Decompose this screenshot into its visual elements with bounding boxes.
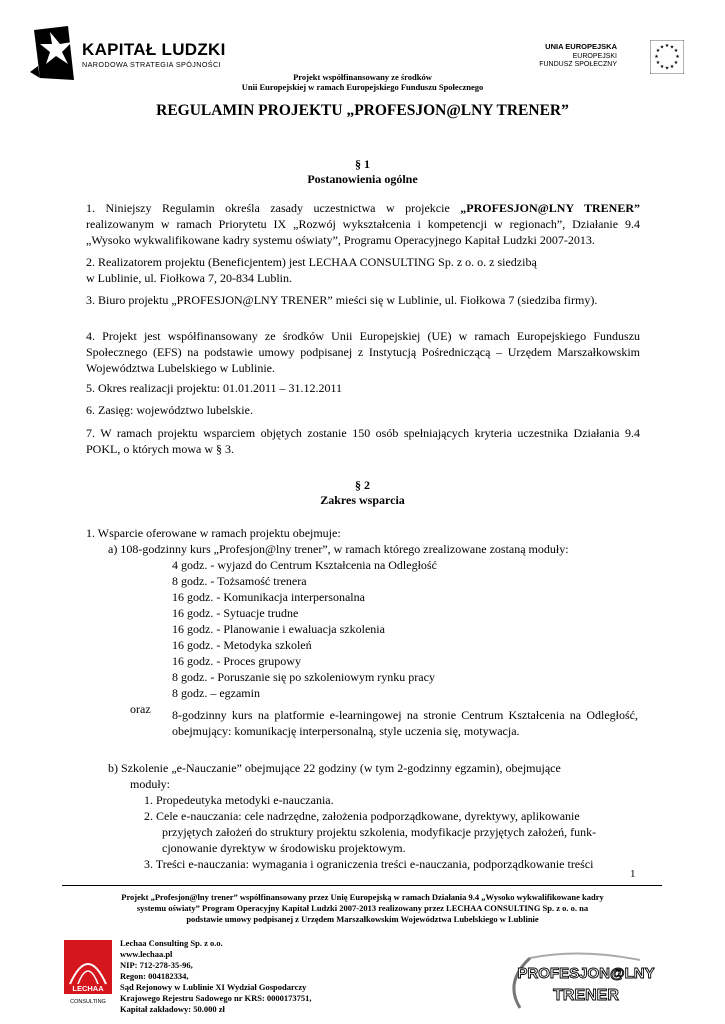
section1-number: § 1	[355, 157, 370, 171]
module-list	[172, 557, 437, 701]
s2-sub-3: 3. Treści e-nauczania: wymagania i ograniczenia treści e-nauczania, podporządkowanie treści	[144, 857, 594, 871]
list-item: 16 godz. - Sytuacje trudne	[172, 606, 299, 620]
svg-text:PROFESJON@LNY: PROFESJON@LNY	[517, 965, 655, 982]
cofinancing-line1: Projekt współfinansowany ze środków	[293, 72, 432, 82]
footer-line2: systemu oświaty” Program Operacyjny Kapitał Ludzki 2007-2013 realizowany przez LECHAA CONSULTING Sp. z o. o. na	[136, 903, 589, 913]
svg-text:★: ★	[673, 48, 679, 54]
svg-text:★: ★	[669, 44, 675, 51]
list-item: 16 godz. - Komunikacja interpersonalna	[172, 590, 365, 604]
s1-paragraph-7: 7. W ramach projektu wsparciem objętych zostanie 150 osób spełniających kryteria uczestnika Działania 9.4 POKL, o których mowa w § 3.	[86, 426, 640, 456]
footer-line3: podstawie umowy podpisanej z Urzędem Marszałkowskim Województwa Lubelskiego w Lublinie	[186, 914, 539, 924]
s2-item-b-line1: b) Szkolenie „e-Nauczanie” obejmujące 22 godziny (w tym 2-godzinny egzamin), obejmujące	[108, 761, 561, 775]
ue-fund-line2: FUNDUSZ SPOŁECZNY	[539, 61, 617, 68]
svg-text:★: ★	[659, 64, 665, 70]
svg-text:★: ★	[664, 43, 670, 49]
list-item: 4 godz. - wyjazd do Centrum Kształcenia na Odległość	[172, 558, 437, 572]
s2-sub-2-line2: przyjętych założeń do struktury projektu szkolenia, modyfikacje przyjętych założeń, funk-	[162, 825, 597, 839]
svg-text:TRENER: TRENER	[553, 987, 619, 1004]
s2-sub-2-line3: cjonowanie dyrektyw w środowisku projektowym.	[162, 841, 406, 855]
list-item: 16 godz. - Planowanie i ewaluacja szkolenia	[172, 622, 385, 636]
s2-item-b-line2: moduły:	[130, 777, 171, 791]
eu-flag-icon	[650, 40, 684, 74]
svg-text:LECHAA: LECHAA	[72, 984, 104, 993]
svg-text:★: ★	[675, 54, 680, 60]
svg-text:CONSULTING: CONSULTING	[70, 999, 106, 1005]
s1-paragraph-3: 3. Biuro projektu „PROFESJON@LNY TRENER” mieści się w Lublinie, ul. Fiołkowa 7 (siedziba firmy).	[86, 293, 598, 307]
svg-text:★: ★	[654, 54, 659, 60]
s1-paragraph-6: 6. Zasięg: województwo lubelskie.	[86, 403, 253, 417]
s2-elearning: 8-godzinny kurs na platformie e-learningowej na stronie Centrum Kształcenia na Odległość, obejmujący: komunikację interpersonalną, style uczenia się, motywacja.	[172, 708, 638, 738]
section2-number: § 2	[355, 478, 370, 492]
kapital-ludzki-subtitle: NARODOWA STRATEGIA SPÓJNOŚCI	[82, 60, 221, 69]
footer-line1: Projekt „Profesjon@lny trener” współfinansowany przez Unię Europejską w ramach Działania 9.4 „Wysoko wykwalifikowane kadry	[121, 892, 604, 902]
list-item: 16 godz. - Metodyka szkoleń	[172, 638, 312, 652]
document-title: REGULAMIN PROJEKTU „PROFESJON@LNY TRENER”	[156, 102, 569, 119]
s2-item-1: 1. Wsparcie oferowane w ramach projektu obejmuje:	[86, 526, 341, 540]
lechaa-logo-icon	[64, 940, 112, 1006]
profesjonalny-trener-logo-icon	[500, 950, 660, 1014]
svg-text:★: ★	[659, 44, 665, 51]
s2-oraz: oraz	[130, 702, 151, 716]
svg-text:★: ★	[664, 65, 670, 72]
s1-paragraph-2-line1: 2. Realizatorem projektu (Beneficjentem) jest LECHAA CONSULTING Sp. z o. o. z siedzibą	[86, 255, 537, 269]
page-number: 1	[630, 868, 636, 880]
kapital-ludzki-title: KAPITAŁ LUDZKI	[82, 40, 226, 59]
svg-text:★: ★	[655, 60, 661, 66]
list-item: 8 godz. – egzamin	[172, 686, 260, 700]
svg-text:★: ★	[673, 60, 679, 66]
ue-fund-line1: EUROPEJSKI	[572, 53, 617, 60]
s1-paragraph-5: 5. Okres realizacji projektu: 01.01.2011 – 31.12.2011	[86, 381, 343, 395]
ue-name: UNIA EUROPEJSKA	[545, 42, 617, 51]
cofinancing-line2: Unii Europejskiej w ramach Europejskiego Funduszu Społecznego	[241, 82, 484, 92]
s1-paragraph-1: 1. Niniejszy Regulamin określa zasady uczestnictwa w projekcie „PROFESJON@LNY TRENER” realizowanym w ramach Priorytetu IX „Rozwój wykształcenia i kompetencji w regionach”, Działanie 9.4 „Wysoko wykwalifikowane kadry systemu oświaty”, Programu Operacyjnego Kapitał Ludzki 2007-2013.	[86, 201, 640, 247]
svg-text:★: ★	[669, 64, 675, 70]
list-item: 16 godz. - Proces grupowy	[172, 654, 301, 668]
s2-sub-1: 1. Propedeutyka metodyki e-nauczania.	[144, 793, 334, 807]
section1-heading: Postanowienia ogólne	[307, 172, 418, 186]
list-item: 8 godz. - Poruszanie się po szkoleniowym rynku pracy	[172, 670, 435, 684]
svg-text:★: ★	[655, 48, 661, 54]
s1-paragraph-4: 4. Projekt jest współfinansowany ze środków Unii Europejskiej (UE) w ramach Europejskiego Funduszu Społecznego (EFS) na podstawie umowy podpisanej z Instytucją Pośredniczącą – Urzędem Marszałkowskim Województwa Lubelskiego w Lublinie.	[86, 329, 640, 375]
footer-divider	[62, 885, 662, 886]
section2-heading: Zakres wsparcia	[320, 493, 405, 507]
list-item: 8 godz. - Tożsamość trenera	[172, 574, 307, 588]
company-contact: Lechaa Consulting Sp. z o.o. www.lechaa.pl NIP: 712-278-35-96, Regon: 004182334, Sąd Rejonowy w Lublinie XI Wydział Gospodarczy Krajowego Rejestru Sadowego nr KRS: 0000173751, Kapitał zakładowy: 50.000 zł	[120, 938, 312, 1014]
s1-paragraph-2-line2: w Lublinie, ul. Fiołkowa 7, 20-834 Lublin.	[86, 271, 292, 285]
s2-item-a: a) 108-godzinny kurs „Profesjon@lny trener”, w ramach którego zrealizowane zostaną moduły:	[108, 542, 569, 556]
s2-sub-2-line1: 2. Cele e-nauczania: cele nadrzędne, założenia podporządkowane, dyrektywy, aplikowanie	[144, 809, 580, 823]
